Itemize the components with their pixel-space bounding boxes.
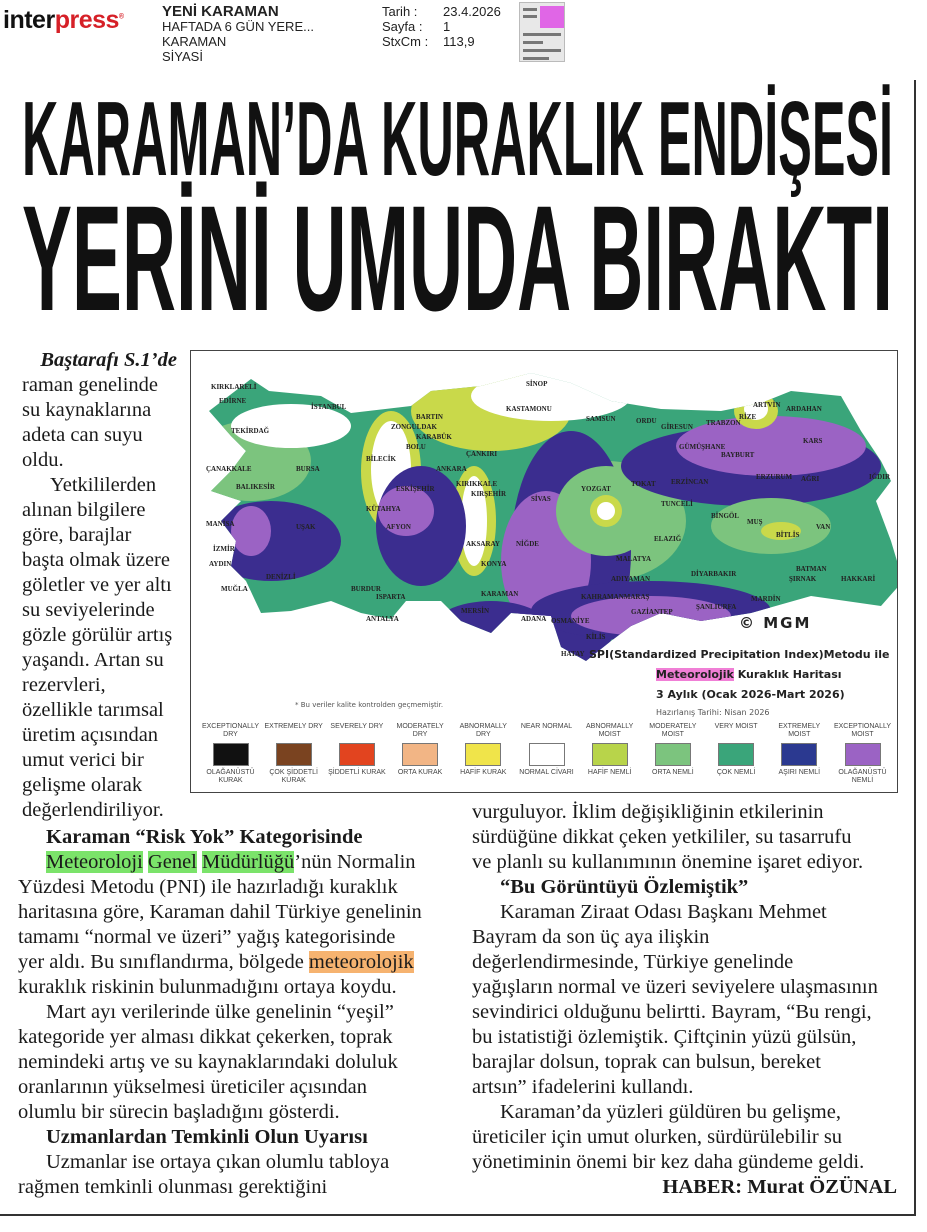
text-line: oranlarının yükselmesi üreticiler açısından	[18, 1076, 367, 1098]
city-label: ŞANLIURFA	[696, 603, 737, 611]
city-label: ŞIRNAK	[789, 575, 817, 583]
legend-swatch	[781, 743, 817, 766]
highlighted-term: Genel	[147, 851, 197, 873]
text-line: değerlendiriliyor.	[22, 799, 164, 821]
city-label: MUŞ	[747, 518, 763, 526]
map-title-rest: Kuraklık Haritası	[733, 668, 842, 681]
publication-name: YENİ KARAMAN	[162, 3, 279, 20]
city-label: BİNGÖL	[711, 512, 740, 520]
city-label: BİTLİS	[776, 531, 800, 539]
city-label: ESKİŞEHİR	[396, 485, 435, 493]
legend-label-en: ABNORMALLY DRY	[459, 723, 507, 738]
logo-part1: inter	[3, 6, 55, 34]
city-label: BURSA	[296, 465, 320, 473]
text-line: barajlar dolsun, toprak can bulsun, bereket	[472, 1051, 821, 1073]
text-line: Uzmanlar ise ortaya çıkan olumlu tabloya	[46, 1151, 390, 1173]
city-label: KIRKLARELİ	[211, 383, 257, 391]
headline-line1: KARAMAN’DA KURAKLIK ENDİŞESİ	[22, 80, 893, 198]
legend-label-tr: HAFİF NEMLİ	[587, 769, 632, 776]
text-line: haritasına göre, Karaman dahil Türkiye genelinin	[18, 901, 422, 923]
city-label: TUNCELİ	[661, 500, 693, 508]
subheading: Karaman “Risk Yok” Kategorisinde	[46, 826, 363, 848]
clipping-meta	[382, 4, 501, 49]
city-label: ISPARTA	[376, 593, 406, 601]
city-label: VAN	[816, 523, 831, 531]
city-label: ERZİNCAN	[671, 478, 709, 486]
text-line: üretim açısından	[22, 724, 159, 746]
text-line: oldu.	[22, 449, 64, 471]
city-label: KASTAMONU	[506, 405, 552, 413]
highlighted-term: meteorolojik	[308, 951, 414, 973]
subheading: “Bu Görüntüyü Özlemiştik”	[500, 876, 749, 898]
legend-label-tr: ŞİDDETLİ KURAK	[328, 769, 386, 776]
logo-part2: press	[54, 6, 119, 34]
page-thumbnail[interactable]	[519, 2, 565, 62]
city-label: ÇANKIRI	[466, 450, 498, 458]
city-label: ANTALYA	[366, 615, 399, 623]
legend-label-tr: ORTA KURAK	[397, 769, 443, 776]
drought-map-figure	[190, 350, 898, 793]
city-label: MALATYA	[616, 555, 652, 563]
legend-swatch	[465, 743, 501, 766]
article-column-left	[22, 348, 177, 823]
text-line: sevindirici olduğunu belirtti. Bayram, “Bu rengi,	[472, 1001, 872, 1023]
legend-swatch	[718, 743, 754, 766]
legend-item	[641, 723, 704, 777]
city-label: YOZGAT	[581, 485, 611, 493]
city-label: GÜMÜŞHANE	[679, 443, 726, 451]
highlighted-term: Meteoroloji	[46, 851, 143, 873]
city-label: KARS	[803, 437, 823, 445]
city-label: KİLİS	[586, 633, 606, 641]
text-line: değerlendirmesinde, Türkiye genelinde	[472, 951, 794, 973]
publication-category: SİYASİ	[162, 49, 203, 64]
map-title-3: 3 Aylık (Ocak 2026-Mart 2026)	[656, 688, 845, 701]
text-line	[18, 850, 448, 875]
map-note: * Bu veriler kalite kontrolden geçmemiştir.	[295, 701, 444, 709]
legend-swatch	[592, 743, 628, 766]
text-line: Yetkililerden	[50, 474, 157, 496]
legend-label-en: EXTREMELY MOIST	[778, 723, 821, 738]
text-line: artsın” ifadelerini kullandı.	[472, 1076, 694, 1098]
city-label: KIRIKKALE	[456, 480, 498, 488]
publication-info	[162, 4, 314, 64]
city-label: MUĞLA	[221, 585, 248, 593]
legend-label-en: EXCEPTIONALLY MOIST	[833, 723, 892, 738]
city-label: ERZURUM	[756, 473, 793, 481]
text-line: alınan bilgilere	[22, 499, 146, 521]
city-label: BALIKESİR	[236, 483, 275, 491]
legend-item	[199, 723, 262, 785]
legend-item	[452, 723, 515, 777]
text-line: göre, barajlar	[22, 524, 132, 546]
meta-date	[382, 4, 501, 19]
legend-swatch	[845, 743, 881, 766]
text-line: yönetiminin önemi bir kez daha gündeme geldi.	[472, 1151, 865, 1173]
text-line: raman genelinde	[22, 374, 159, 396]
city-label: KONYA	[481, 560, 507, 568]
city-label: DENİZLİ	[266, 573, 296, 581]
city-label: SAMSUN	[586, 415, 616, 423]
text-line: üreticiler için umut olurken, sürdürülebilir su	[472, 1126, 843, 1148]
city-label: KAHRAMANMARAŞ	[581, 593, 650, 601]
city-label: AYDIN	[209, 560, 232, 568]
city-label: RİZE	[739, 413, 757, 421]
legend-label-en: MODERATELY DRY	[396, 723, 444, 738]
city-label: KIRŞEHİR	[471, 490, 507, 498]
city-label: UŞAK	[296, 523, 316, 531]
text-line: tamamı “normal ve üzeri” yağış kategorisinde	[18, 926, 396, 948]
meta-value: 1	[443, 19, 451, 34]
city-label: EDİRNE	[219, 397, 247, 405]
text-segment: ’nün Normalin	[294, 851, 416, 873]
city-label: ÇANAKKALE	[206, 465, 252, 473]
meta-value: 113,9	[443, 34, 475, 49]
legend-label-tr: HAFİF KURAK	[460, 769, 507, 776]
text-segment: yer aldı. Bu sınıflandırma, bölgede	[18, 951, 309, 973]
article-column-1	[18, 825, 448, 1200]
byline: HABER: Murat ÖZÜNAL	[662, 1176, 897, 1198]
city-label: MARDİN	[751, 595, 781, 603]
legend-label-en: EXCEPTIONALLY DRY	[201, 723, 260, 738]
text-line: umut verici bir	[22, 749, 144, 771]
text-line: olumlu bir sürecin başladığını gösterdi.	[18, 1101, 340, 1123]
headline	[0, 80, 927, 350]
legend-item	[578, 723, 641, 777]
text-line: gözle görülür artış	[22, 624, 173, 646]
city-label: SİVAS	[531, 495, 551, 503]
city-label: AĞRI	[801, 475, 820, 483]
city-label: AFYON	[386, 523, 411, 531]
meta-label: StxCm :	[382, 34, 429, 49]
legend-label-tr: ORTA NEMLİ	[652, 769, 694, 776]
city-label: TOKAT	[631, 480, 656, 488]
meta-label: Sayfa :	[382, 19, 423, 34]
headline-line2: YERİNİ UMUDA BIRAKTI	[22, 174, 893, 342]
city-label: BURDUR	[351, 585, 381, 593]
city-label: HAKKARİ	[841, 575, 876, 583]
text-line: Bayram da son üç aya ilişkin	[472, 926, 710, 948]
legend-label-tr: AŞIRI NEMLİ	[778, 769, 821, 776]
legend-swatch	[529, 743, 565, 766]
text-line: rağmen temkinli olunması gerektiğini	[18, 1176, 328, 1198]
city-label: BAYBURT	[721, 451, 755, 459]
text-line: adeta can suyu	[22, 424, 143, 446]
legend-item	[768, 723, 831, 777]
text-line: nemindeki artış ve su kaynaklarındaki doluluk	[18, 1051, 398, 1073]
text-line: su kaynaklarına	[22, 399, 152, 421]
text-line: vurguluyor. İklim değişikliğinin etkilerinin	[472, 801, 824, 823]
city-label: KARABÜK	[416, 433, 452, 441]
text-line: kategoride yer alması dikkat çekerken, toprak	[18, 1026, 393, 1048]
city-label: BATMAN	[796, 565, 827, 573]
city-label: BARTIN	[416, 413, 443, 421]
legend-item	[262, 723, 325, 785]
city-label: BİLECİK	[366, 455, 396, 463]
text-line: yaşandı. Artan su	[22, 649, 164, 671]
meta-page	[382, 19, 501, 34]
text-line: Karaman’da yüzleri güldüren bu gelişme,	[500, 1101, 841, 1123]
city-label: ADANA	[521, 615, 547, 623]
legend-item	[325, 723, 388, 777]
city-label: ARDAHAN	[786, 405, 822, 413]
map-title-highlight: Meteorolojik	[656, 668, 734, 681]
text-line	[18, 950, 448, 975]
city-label: GAZİANTEP	[631, 608, 673, 616]
continued-from: Baştarafı S.1’de	[40, 349, 177, 371]
city-label: NİĞDE	[516, 540, 539, 548]
text-line: başta olmak üzere	[22, 549, 170, 571]
text-line: yağışların normal ve üzeri seviyelere ulaşmasının	[472, 976, 878, 998]
map-title-1: SPI(Standardized Precipitation Index)Metodu ile	[589, 648, 890, 661]
text-line: bu istatistiği özlemiştik. Çiftçinin yüzü gülsün,	[472, 1026, 857, 1048]
text-line: göletler ve yer altı	[22, 574, 172, 596]
text-line: kuraklık riskinin bulunmadığını ortaya koydu.	[18, 976, 397, 998]
legend-label-en: NEAR NORMAL	[520, 723, 573, 730]
publication-frequency: HAFTADA 6 GÜN YERE...	[162, 19, 314, 34]
legend-label-tr: NORMAL CİVARI	[519, 769, 574, 776]
city-label: ORDU	[636, 417, 657, 425]
meta-stxcm	[382, 34, 501, 49]
city-label: MANİSA	[206, 520, 235, 528]
map-copyright: © MGM	[739, 614, 812, 632]
drought-map	[191, 351, 897, 721]
legend-label-en: VERY MOIST	[714, 723, 758, 730]
logo-mark: ®	[118, 13, 124, 21]
text-line: rezervleri,	[22, 674, 106, 696]
legend-label-tr: OLAĞANÜSTÜ KURAK	[206, 769, 255, 784]
legend-label-en: MODERATELY MOIST	[649, 723, 697, 738]
legend-swatch	[402, 743, 438, 766]
city-label: SİNOP	[526, 380, 548, 388]
meta-value: 23.4.2026	[443, 4, 501, 19]
article-column-2	[472, 800, 897, 1200]
city-label: HATAY	[561, 650, 585, 658]
legend-label-tr: ÇOK NEMLİ	[716, 769, 756, 776]
legend-label-tr: OLAĞANÜSTÜ NEMLİ	[838, 769, 887, 784]
city-label: IĞDIR	[869, 473, 891, 481]
legend-swatch	[213, 743, 249, 766]
text-line: sürdüğüne dikkat çeken yetkililer, su tasarrufu	[472, 826, 852, 848]
legend-label-en: ABNORMALLY MOIST	[586, 723, 634, 738]
highlighted-term: Müdürlüğü	[202, 851, 295, 873]
city-label: TEKİRDAĞ	[231, 427, 270, 435]
legend-swatch	[655, 743, 691, 766]
map-title-2	[656, 668, 842, 681]
map-prepared-date: Hazırlanış Tarihi: Nisan 2026	[656, 708, 770, 717]
text-line: ve planlı su kullanımının önemine işaret ediyor.	[472, 851, 864, 873]
city-label: TRABZON	[706, 419, 741, 427]
legend-item	[831, 723, 894, 785]
city-label: AKSARAY	[466, 540, 500, 548]
city-label: GİRESUN	[661, 423, 693, 431]
subheading: Uzmanlardan Temkinli Olun Uyarısı	[46, 1126, 368, 1148]
text-line: Mart ayı verilerinde ülke genelinin “yeşil”	[46, 1001, 394, 1023]
legend-item	[389, 723, 452, 777]
text-line: su seviyelerinde	[22, 599, 155, 621]
city-label: DİYARBAKIR	[691, 570, 737, 578]
city-label: OSMANİYE	[551, 617, 590, 625]
text-line: Yüzdesi Metodu (PNI) ile hazırladığı kuraklık	[18, 876, 398, 898]
text-line: Karaman Ziraat Odası Başkanı Mehmet	[500, 901, 827, 923]
city-label: KÜTAHYA	[366, 505, 401, 513]
city-label: BOLU	[406, 443, 426, 451]
city-label: ARTVİN	[753, 401, 781, 409]
legend-item	[705, 723, 768, 777]
legend-label-en: EXTREMELY DRY	[264, 723, 323, 730]
publication-city: KARAMAN	[162, 34, 227, 49]
text-line: gelişme olarak	[22, 774, 143, 796]
city-label: MERSİN	[461, 607, 490, 615]
legend-swatch	[339, 743, 375, 766]
text-line: özellikle tarımsal	[22, 699, 164, 721]
legend-item	[515, 723, 578, 777]
legend-label-tr: ÇOK ŞİDDETLİ KURAK	[269, 769, 318, 784]
city-label: ANKARA	[436, 465, 467, 473]
city-label: İZMİR	[213, 545, 235, 553]
meta-label: Tarih :	[382, 4, 418, 19]
legend-label-en: SEVERELY DRY	[330, 723, 384, 730]
city-label: KARAMAN	[481, 590, 519, 598]
city-label: ZONGULDAK	[391, 423, 437, 431]
city-label: ELAZIĞ	[654, 535, 682, 543]
city-label: İSTANBUL	[311, 403, 347, 411]
legend-swatch	[276, 743, 312, 766]
interpress-logo	[3, 6, 124, 35]
city-label: ADIYAMAN	[611, 575, 651, 583]
